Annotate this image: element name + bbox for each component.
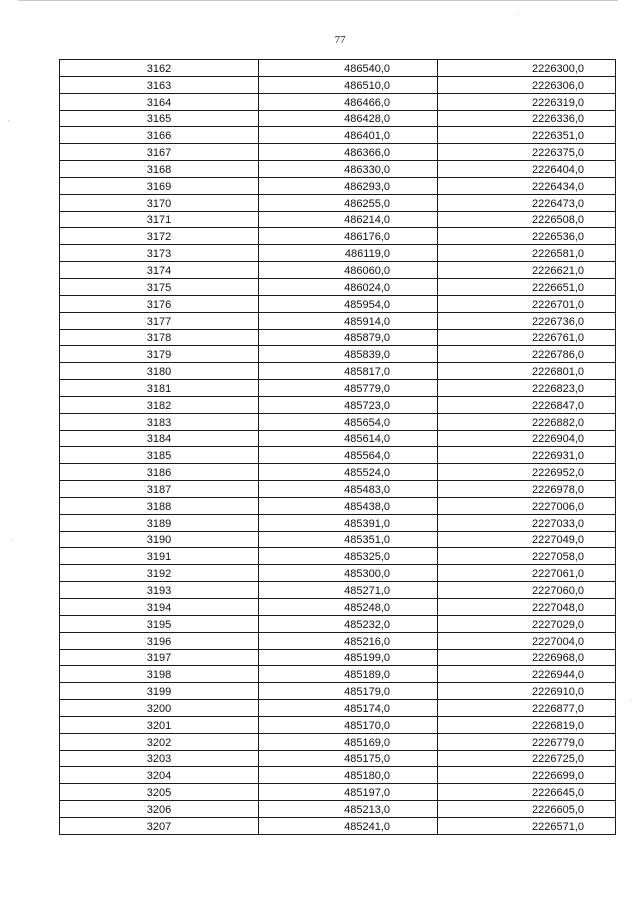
table-row (60, 177, 616, 194)
y-coordinate-cell: 2226300,0 (438, 60, 616, 77)
table-row (60, 817, 616, 834)
point-number-cell: 3187 (60, 481, 259, 498)
point-number-cell: 3201 (60, 716, 259, 733)
y-coordinate-cell: 2226336,0 (438, 110, 616, 127)
point-number-cell: 3175 (60, 278, 259, 295)
point-number-cell: 3178 (60, 329, 259, 346)
x-coordinate-cell: 485351,0 (259, 531, 438, 548)
table-row (60, 211, 616, 228)
table-row (60, 514, 616, 531)
x-coordinate-cell: 485189,0 (259, 666, 438, 683)
table-row (60, 750, 616, 767)
y-coordinate-cell: 2226375,0 (438, 144, 616, 161)
y-coordinate-cell: 2226910,0 (438, 683, 616, 700)
y-coordinate-cell: 2226931,0 (438, 447, 616, 464)
x-coordinate-cell: 485241,0 (259, 817, 438, 834)
point-number-cell: 3162 (60, 60, 259, 77)
x-coordinate-cell: 485179,0 (259, 683, 438, 700)
point-number-cell: 3167 (60, 144, 259, 161)
scan-speck (630, 700, 631, 701)
y-coordinate-cell: 2227049,0 (438, 531, 616, 548)
table-row (60, 733, 616, 750)
table-row (60, 110, 616, 127)
x-coordinate-cell: 486401,0 (259, 127, 438, 144)
y-coordinate-cell: 2227004,0 (438, 632, 616, 649)
y-coordinate-cell: 2226823,0 (438, 380, 616, 397)
y-coordinate-cell: 2226904,0 (438, 430, 616, 447)
x-coordinate-cell: 485524,0 (259, 464, 438, 481)
x-coordinate-cell: 486510,0 (259, 76, 438, 93)
x-coordinate-cell: 485438,0 (259, 497, 438, 514)
point-number-cell: 3200 (60, 700, 259, 717)
x-coordinate-cell: 486255,0 (259, 194, 438, 211)
x-coordinate-cell: 486293,0 (259, 177, 438, 194)
x-coordinate-cell: 486024,0 (259, 278, 438, 295)
scan-speck (8, 120, 9, 121)
point-number-cell: 3186 (60, 464, 259, 481)
x-coordinate-cell: 485325,0 (259, 548, 438, 565)
table-row (60, 93, 616, 110)
point-number-cell: 3203 (60, 750, 259, 767)
x-coordinate-cell: 486214,0 (259, 211, 438, 228)
table-row (60, 632, 616, 649)
table-row (60, 228, 616, 245)
point-number-cell: 3176 (60, 295, 259, 312)
point-number-cell: 3182 (60, 396, 259, 413)
point-number-cell: 3196 (60, 632, 259, 649)
point-number-cell: 3192 (60, 565, 259, 582)
y-coordinate-cell: 2227060,0 (438, 582, 616, 599)
point-number-cell: 3169 (60, 177, 259, 194)
table-row (60, 599, 616, 616)
scan-speck (517, 14, 518, 15)
x-coordinate-cell: 486466,0 (259, 93, 438, 110)
y-coordinate-cell: 2226319,0 (438, 93, 616, 110)
table-row (60, 531, 616, 548)
table-row (60, 144, 616, 161)
y-coordinate-cell: 2226978,0 (438, 481, 616, 498)
point-number-cell: 3188 (60, 497, 259, 514)
x-coordinate-cell: 485723,0 (259, 396, 438, 413)
x-coordinate-cell: 485839,0 (259, 346, 438, 363)
x-coordinate-cell: 485271,0 (259, 582, 438, 599)
x-coordinate-cell: 485170,0 (259, 716, 438, 733)
point-number-cell: 3172 (60, 228, 259, 245)
table-row (60, 565, 616, 582)
x-coordinate-cell: 485300,0 (259, 565, 438, 582)
point-number-cell: 3185 (60, 447, 259, 464)
point-number-cell: 3191 (60, 548, 259, 565)
x-coordinate-cell: 485564,0 (259, 447, 438, 464)
table-row (60, 396, 616, 413)
x-coordinate-cell: 485213,0 (259, 801, 438, 818)
table-row (60, 447, 616, 464)
y-coordinate-cell: 2226725,0 (438, 750, 616, 767)
point-number-cell: 3190 (60, 531, 259, 548)
x-coordinate-cell: 485216,0 (259, 632, 438, 649)
table-row (60, 649, 616, 666)
y-coordinate-cell: 2226645,0 (438, 784, 616, 801)
y-coordinate-cell: 2226581,0 (438, 245, 616, 262)
table-row (60, 76, 616, 93)
y-coordinate-cell: 2226605,0 (438, 801, 616, 818)
y-coordinate-cell: 2226699,0 (438, 767, 616, 784)
x-coordinate-cell: 486366,0 (259, 144, 438, 161)
y-coordinate-cell: 2226701,0 (438, 295, 616, 312)
x-coordinate-cell: 485232,0 (259, 615, 438, 632)
point-number-cell: 3180 (60, 363, 259, 380)
x-coordinate-cell: 485879,0 (259, 329, 438, 346)
point-number-cell: 3181 (60, 380, 259, 397)
y-coordinate-cell: 2226761,0 (438, 329, 616, 346)
y-coordinate-cell: 2226944,0 (438, 666, 616, 683)
x-coordinate-cell: 486330,0 (259, 161, 438, 178)
point-number-cell: 3189 (60, 514, 259, 531)
point-number-cell: 3194 (60, 599, 259, 616)
point-number-cell: 3202 (60, 733, 259, 750)
point-number-cell: 3166 (60, 127, 259, 144)
point-number-cell: 3204 (60, 767, 259, 784)
x-coordinate-cell: 485180,0 (259, 767, 438, 784)
table-row (60, 615, 616, 632)
table-row (60, 380, 616, 397)
x-coordinate-cell: 485197,0 (259, 784, 438, 801)
table-row (60, 262, 616, 279)
y-coordinate-cell: 2226801,0 (438, 363, 616, 380)
table-row (60, 60, 616, 77)
y-coordinate-cell: 2226786,0 (438, 346, 616, 363)
table-row (60, 430, 616, 447)
point-number-cell: 3163 (60, 76, 259, 93)
x-coordinate-cell: 485199,0 (259, 649, 438, 666)
table-row (60, 548, 616, 565)
table-row (60, 801, 616, 818)
y-coordinate-cell: 2227048,0 (438, 599, 616, 616)
table-row (60, 127, 616, 144)
y-coordinate-cell: 2226968,0 (438, 649, 616, 666)
table-row (60, 278, 616, 295)
y-coordinate-cell: 2226536,0 (438, 228, 616, 245)
table-row (60, 666, 616, 683)
y-coordinate-cell: 2226434,0 (438, 177, 616, 194)
point-number-cell: 3195 (60, 615, 259, 632)
y-coordinate-cell: 2226736,0 (438, 312, 616, 329)
x-coordinate-cell: 485817,0 (259, 363, 438, 380)
table-row (60, 346, 616, 363)
y-coordinate-cell: 2226819,0 (438, 716, 616, 733)
x-coordinate-cell: 485483,0 (259, 481, 438, 498)
table-row (60, 481, 616, 498)
table-row (60, 497, 616, 514)
coordinates-table (59, 59, 616, 835)
point-number-cell: 3207 (60, 817, 259, 834)
table-row (60, 767, 616, 784)
table-row (60, 413, 616, 430)
point-number-cell: 3199 (60, 683, 259, 700)
point-number-cell: 3205 (60, 784, 259, 801)
scan-speck (11, 540, 12, 541)
table-row (60, 329, 616, 346)
y-coordinate-cell: 2226779,0 (438, 733, 616, 750)
y-coordinate-cell: 2227058,0 (438, 548, 616, 565)
point-number-cell: 3164 (60, 93, 259, 110)
table-row (60, 161, 616, 178)
y-coordinate-cell: 2226621,0 (438, 262, 616, 279)
y-coordinate-cell: 2226882,0 (438, 413, 616, 430)
page-number: 77 (334, 34, 346, 46)
x-coordinate-cell: 485175,0 (259, 750, 438, 767)
table-row (60, 295, 616, 312)
y-coordinate-cell: 2226571,0 (438, 817, 616, 834)
point-number-cell: 3197 (60, 649, 259, 666)
x-coordinate-cell: 485169,0 (259, 733, 438, 750)
point-number-cell: 3171 (60, 211, 259, 228)
x-coordinate-cell: 486540,0 (259, 60, 438, 77)
x-coordinate-cell: 485914,0 (259, 312, 438, 329)
scan-edge (18, 0, 618, 1)
point-number-cell: 3179 (60, 346, 259, 363)
table-row (60, 312, 616, 329)
point-number-cell: 3170 (60, 194, 259, 211)
y-coordinate-cell: 2227029,0 (438, 615, 616, 632)
x-coordinate-cell: 485391,0 (259, 514, 438, 531)
y-coordinate-cell: 2226651,0 (438, 278, 616, 295)
table-row (60, 700, 616, 717)
point-number-cell: 3184 (60, 430, 259, 447)
point-number-cell: 3193 (60, 582, 259, 599)
point-number-cell: 3165 (60, 110, 259, 127)
point-number-cell: 3198 (60, 666, 259, 683)
x-coordinate-cell: 485614,0 (259, 430, 438, 447)
x-coordinate-cell: 486428,0 (259, 110, 438, 127)
x-coordinate-cell: 485248,0 (259, 599, 438, 616)
point-number-cell: 3206 (60, 801, 259, 818)
point-number-cell: 3177 (60, 312, 259, 329)
table-row (60, 363, 616, 380)
table-row (60, 194, 616, 211)
x-coordinate-cell: 486176,0 (259, 228, 438, 245)
table-row (60, 245, 616, 262)
y-coordinate-cell: 2227006,0 (438, 497, 616, 514)
y-coordinate-cell: 2226404,0 (438, 161, 616, 178)
y-coordinate-cell: 2226952,0 (438, 464, 616, 481)
x-coordinate-cell: 486060,0 (259, 262, 438, 279)
y-coordinate-cell: 2226473,0 (438, 194, 616, 211)
table-row (60, 582, 616, 599)
y-coordinate-cell: 2227061,0 (438, 565, 616, 582)
table-row (60, 716, 616, 733)
point-number-cell: 3168 (60, 161, 259, 178)
x-coordinate-cell: 485174,0 (259, 700, 438, 717)
y-coordinate-cell: 2226877,0 (438, 700, 616, 717)
point-number-cell: 3183 (60, 413, 259, 430)
x-coordinate-cell: 485779,0 (259, 380, 438, 397)
table-row (60, 464, 616, 481)
x-coordinate-cell: 485654,0 (259, 413, 438, 430)
coordinates-table-body (60, 60, 616, 835)
y-coordinate-cell: 2227033,0 (438, 514, 616, 531)
x-coordinate-cell: 485954,0 (259, 295, 438, 312)
y-coordinate-cell: 2226351,0 (438, 127, 616, 144)
table-row (60, 683, 616, 700)
point-number-cell: 3173 (60, 245, 259, 262)
table-row (60, 784, 616, 801)
point-number-cell: 3174 (60, 262, 259, 279)
y-coordinate-cell: 2226508,0 (438, 211, 616, 228)
x-coordinate-cell: 486119,0 (259, 245, 438, 262)
y-coordinate-cell: 2226847,0 (438, 396, 616, 413)
y-coordinate-cell: 2226306,0 (438, 76, 616, 93)
